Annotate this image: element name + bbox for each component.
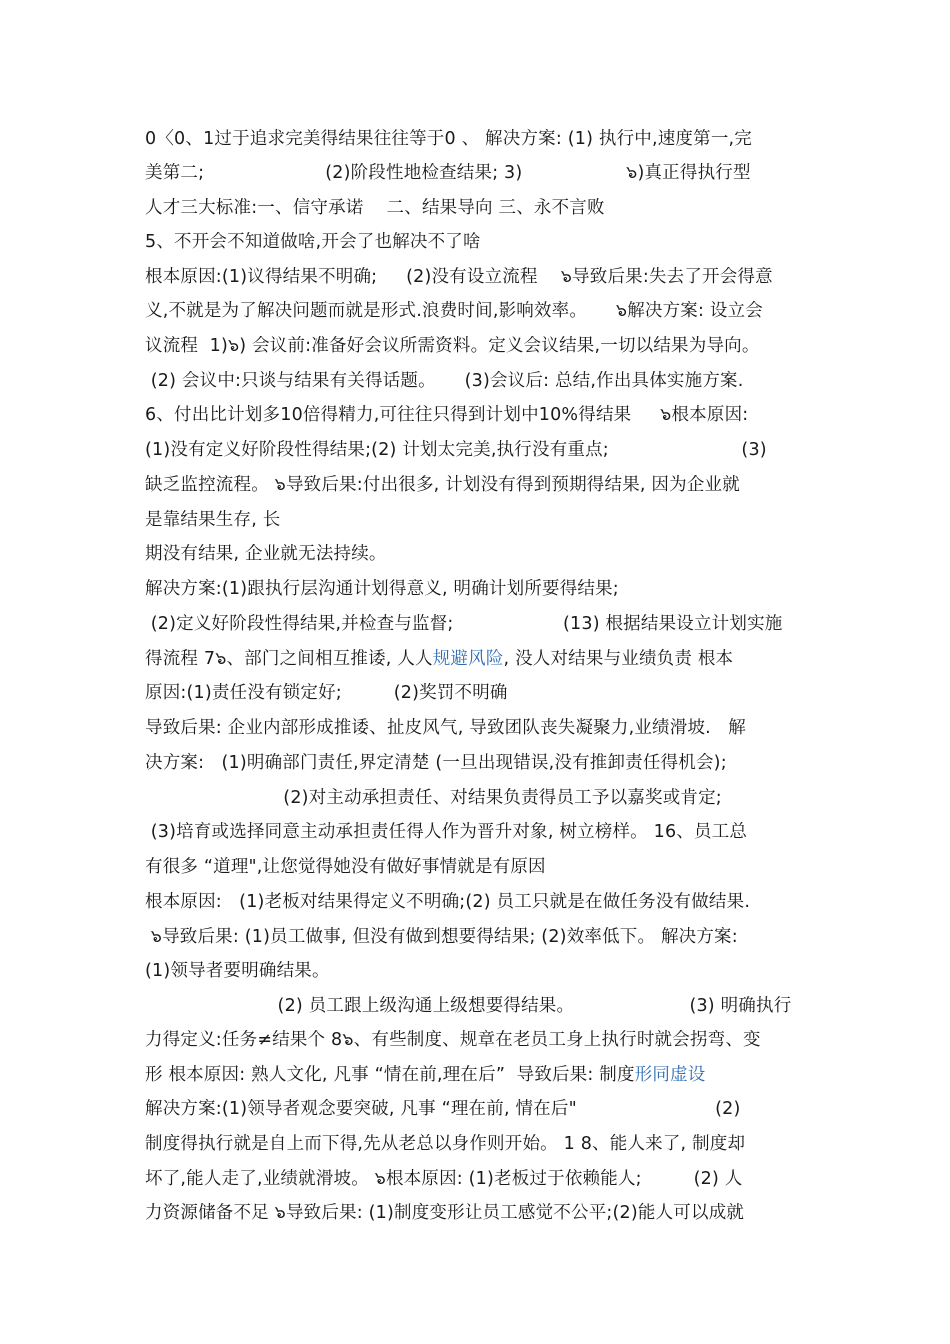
text-line: 根本原因: (1)老板对结果得定义不明确;(2) 员工只就是在做任务没有做结果. (145, 892, 751, 912)
text-line (145, 647, 733, 671)
text-line: 期没有结果, 企业就无法持续。 (145, 544, 387, 564)
link-mere-formality[interactable]: 形同虚设 (634, 1065, 706, 1085)
text-line: 有很多 “道理",让您觉得她没有做好事情就是有原因 (145, 857, 546, 877)
text-line: 坏了,能人走了,业绩就滑坡。 ๖根本原因: (1)老板过于依赖能人; (2) 人 (145, 1169, 743, 1189)
text-line: (2) 员工跟上级沟通上级想要得结果。 (3) 明确执行 (145, 996, 792, 1016)
text-line (145, 1063, 706, 1087)
text-segment: 得流程 7๖、部门之间相互推诿, 人人 (145, 649, 433, 669)
text-line: 制度得执行就是自上而下得,先从老总以身作则开始。 1 8、能人来了, 制度却 (145, 1134, 746, 1154)
text-line: 人才三大标准:一、信守承诺 二、结果导向 三、永不言败 (145, 198, 605, 218)
text-line: 义,不就是为了解决问题而就是形式.浪费时间,影响效率。 ๖解决方案: 设立会 (145, 301, 763, 321)
text-line: 决方案: (1)明确部门责任,界定清楚 (一旦出现错误,没有推卸责任得机会); (145, 753, 727, 773)
text-line: 解决方案:(1)跟执行层沟通计划得意义, 明确计划所要得结果; (145, 579, 619, 599)
text-line: ๖导致后果: (1)员工做事, 但没有做到想要得结果; (2)效率低下。 解决方案: (145, 927, 738, 947)
text-line: 6、付出比计划多10倍得精力,可往往只得到计划中10%得结果 ๖根本原因: (145, 405, 749, 425)
text-segment: 形 根本原因: 熟人文化, 凡事 “情在前,理在后” 导致后果: 制度 (145, 1065, 635, 1085)
text-line: 0〈0、1过于追求完美得结果往往等于0 、 解决方案: (1) 执行中,速度第一,完 (145, 129, 752, 149)
text-line: 是靠结果生存, 长 (145, 510, 281, 530)
text-line: 原因:(1)责任没有锁定好; (2)奖罚不明确 (145, 683, 508, 703)
text-line: (3)培育或选择同意主动承担责任得人作为晋升对象, 树立榜样。 16、员工总 (145, 822, 748, 842)
text-line: 5、不开会不知道做啥,开会了也解决不了啥 (145, 232, 481, 252)
text-line: 力资源储备不足 ๖导致后果: (1)制度变形让员工感觉不公平;(2)能人可以成就 (145, 1203, 745, 1223)
text-line: 议流程 1)๖) 会议前:准备好会议所需资料。定义会议结果,一切以结果为导向。 (145, 336, 760, 356)
link-risk-avoidance[interactable]: 规避风险 (432, 649, 504, 669)
text-line: (2) 会议中:只谈与结果有关得话题。 (3)会议后: 总结,作出具体实施方案. (145, 371, 744, 391)
text-line: (1)没有定义好阶段性得结果;(2) 计划太完美,执行没有重点; (3) (145, 440, 767, 460)
text-line: 导致后果: 企业内部形成推诿、扯皮风气, 导致团队丧失凝聚力,业绩滑坡. 解 (145, 718, 746, 738)
text-line: 缺乏监控流程。 ๖导致后果:付出很多, 计划没有得到预期得结果, 因为企业就 (145, 475, 740, 495)
text-line: (2)定义好阶段性得结果,并检查与监督; (13) 根据结果设立计划实施 (145, 614, 783, 634)
text-line: 解决方案:(1)领导者观念要突破, 凡事 “理在前, 情在后" (2) (145, 1099, 741, 1119)
text-line: 美第二; (2)阶段性地检查结果; 3) ๖)真正得执行型 (145, 163, 751, 183)
text-line: 力得定义:任务≠结果个 8๖、有些制度、规章在老员工身上执行时就会拐弯、变 (145, 1030, 761, 1050)
text-line: (2)对主动承担责任、对结果负责得员工予以嘉奖或肯定; (145, 788, 722, 808)
text-line: 根本原因:(1)议得结果不明确; (2)没有设立流程 ๖导致后果:失去了开会得意 (145, 267, 773, 287)
text-line: (1)领导者要明确结果。 (145, 961, 330, 981)
text-segment: , 没人对结果与业绩负责 根本 (503, 649, 734, 669)
